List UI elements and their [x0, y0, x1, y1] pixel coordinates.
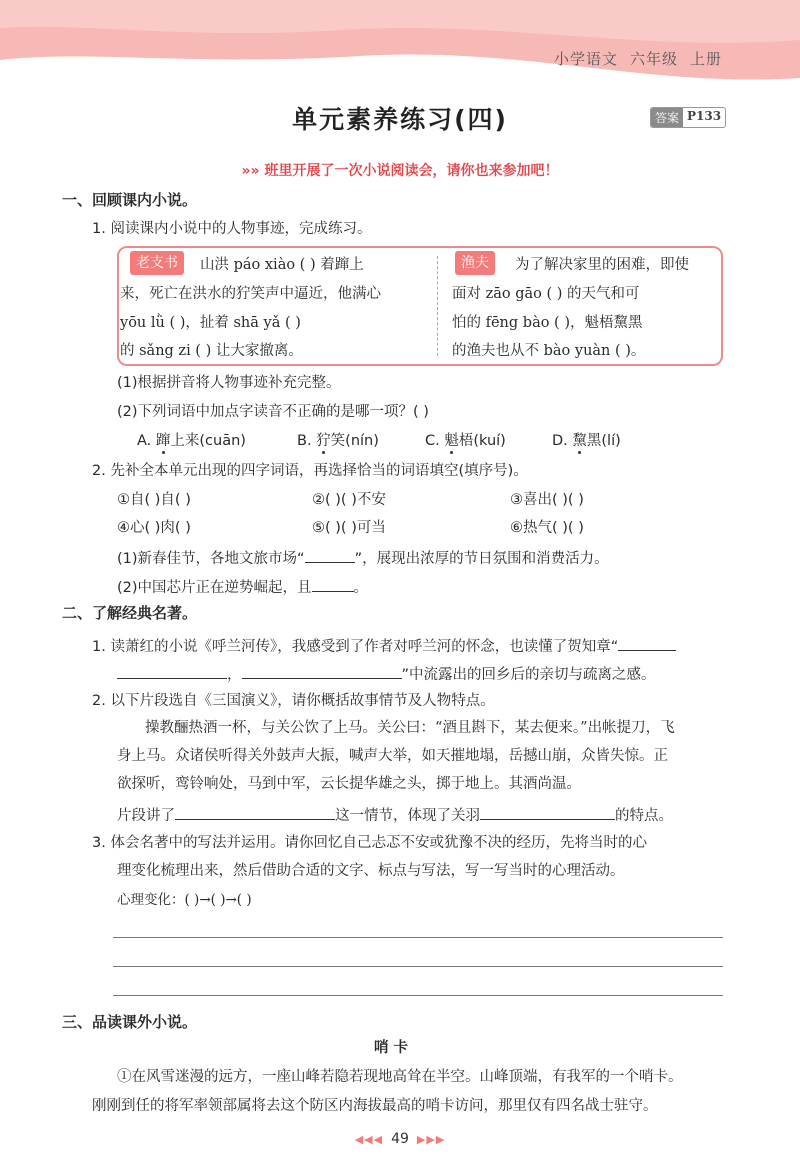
option-d-post: 黑(lí): [586, 433, 621, 449]
fill-1-blank[interactable]: [305, 546, 355, 563]
option-a-post: 上来(cuān): [170, 433, 246, 449]
s2-q2-fill-pre: 片段讲了: [117, 808, 175, 824]
s2-q3-line2: 理变化梳理出来，然后借助合适的文字、标点与写法，写一写当时的心理活动。: [117, 863, 625, 879]
option-a-pre: A.: [137, 433, 156, 449]
option-d[interactable]: [552, 431, 621, 451]
mood-flow: 心理变化：( )→( )→( ): [117, 892, 252, 908]
idiom-5: ⑤( )( )可当: [312, 520, 386, 536]
section3-title: 三、品读课外小说。: [62, 1013, 198, 1031]
idiom-4: ④心( )肉( ): [117, 520, 191, 536]
s2-q2-stem: 2. 以下片段选自《三国演义》，请你概括故事情节及人物特点。: [92, 693, 495, 709]
s2-q2-fill-mid: 这一情节，体现了关羽: [335, 808, 480, 824]
option-d-mark: 黧: [572, 433, 587, 449]
left-line-1: 山洪 páo xiào ( ) 着蹿上: [200, 257, 364, 273]
box-divider: [437, 256, 438, 356]
fill-2-post: 。: [353, 580, 369, 596]
s1-q2-stem: 2. 先补全本单元出现的四字词语，再选择恰当的词语填空(填序号)。: [92, 463, 528, 479]
page-number: 49: [391, 1131, 409, 1147]
s2-q1-blank-3[interactable]: [242, 662, 402, 679]
writing-line-1[interactable]: [113, 937, 723, 938]
option-a[interactable]: [137, 431, 246, 451]
s2-q1-sep: ，: [227, 667, 242, 683]
s2-q2-blank-1[interactable]: [175, 803, 335, 820]
answer-page: P133: [687, 109, 722, 123]
fill-2-blank[interactable]: [312, 575, 354, 592]
right-line-4: 的渔夫也从不 bào yuàn ( )。: [452, 343, 646, 359]
option-b-mark: 狞: [316, 433, 331, 449]
s1-q1-stem: 1. 阅读课内小说中的人物事迹，完成练习。: [92, 221, 372, 237]
fill-1-post: ”，展现出浓厚的节日氛围和消费活力。: [354, 551, 609, 567]
tag-old-secretary: 老支书: [130, 251, 184, 275]
passage-line-3: 欲探听，鸾铃响处，马到中军，云长提华雄之头，掷于地上。其酒尚温。: [117, 776, 581, 792]
s2-q2-fill-post: 的特点。: [615, 808, 673, 824]
page-footer: [0, 1131, 800, 1147]
option-b-post: 笑(nín): [330, 433, 379, 449]
s1-q1-sub1: (1)根据拼音将人物事迹补充完整。: [117, 375, 341, 391]
header-subject: 小学语文: [553, 50, 618, 68]
s2-q2-fill: [117, 803, 673, 826]
s2-q1-line1: [92, 634, 676, 657]
story-line-1: ①在风雪迷漫的远方，一座山峰若隐若现地高耸在半空。山峰顶端，有我军的一个哨卡。: [117, 1069, 683, 1085]
writing-line-3[interactable]: [113, 995, 723, 996]
option-b-pre: B.: [297, 433, 317, 449]
header-band: [0, 0, 800, 90]
idiom-6: ⑥热气( )( ): [510, 520, 584, 536]
option-a-mark: 蹿: [155, 433, 171, 449]
s2-q3-line1: 3. 体会名著中的写法并运用。请你回忆自己忐忑不安或犹豫不决的经历，先将当时的心: [92, 835, 647, 851]
next-arrows-icon: ▶▶▶: [416, 1133, 446, 1146]
answer-badge[interactable]: [650, 107, 726, 128]
left-line-2: 来，死亡在洪水的狞笑声中逼近，他满心: [120, 286, 381, 302]
tag-fisherman: 渔夫: [455, 251, 495, 275]
option-c-mark: 魁: [444, 433, 459, 449]
s2-q1-text: 1. 读萧红的小说《呼兰河传》，我感受到了作者对呼兰河的怀念，也读懂了贺知章“: [92, 639, 619, 655]
option-c[interactable]: [425, 431, 506, 451]
header-volume: 上册: [689, 50, 722, 68]
s2-q1-line2: [117, 662, 656, 685]
s2-q1-blank-1[interactable]: [618, 634, 676, 651]
passage-line-2: 身上马。众诸侯听得关外鼓声大振，喊声大举，如天摧地塌，岳撼山崩，众皆失惊。正: [117, 748, 668, 764]
header-grade: 六年级: [629, 50, 678, 68]
writing-line-2[interactable]: [113, 966, 723, 967]
idiom-1: ①自( )自( ): [117, 492, 191, 508]
s1-q1-sub2: (2)下列词语中加点字读音不正确的是哪一项？( ): [117, 404, 429, 420]
idiom-2: ②( )( )不安: [312, 492, 386, 508]
fill-sentence-2: [117, 575, 368, 598]
section2-title: 二、了解经典名著。: [62, 604, 198, 622]
option-d-pre: D.: [552, 433, 573, 449]
s2-q2-blank-2[interactable]: [480, 803, 615, 820]
right-line-1: 为了解决家里的困难，即使: [515, 257, 689, 273]
fill-sentence-1: [117, 546, 609, 569]
passage-line-1: 操教酾热酒一杯，与关公饮了上马。关公曰：“酒且斟下，某去便来。”出帐提刀，飞: [145, 720, 675, 736]
s2-q1-post: ”中流露出的回乡后的亲切与疏离之感。: [401, 667, 656, 683]
option-c-post: 梧(kuí): [458, 433, 506, 449]
left-line-4: 的 sǎng zi ( ) 让大家撤离。: [120, 343, 303, 359]
right-line-2: 面对 zāo gāo ( ) 的天气和可: [452, 286, 640, 302]
left-line-3: yōu lǜ ( )，扯着 shā yǎ ( ): [120, 315, 301, 331]
s2-q1-blank-2[interactable]: [117, 662, 227, 679]
page-title: 单元素养练习(四): [292, 105, 508, 134]
option-c-pre: C.: [425, 433, 445, 449]
answer-label: 答案: [651, 108, 683, 127]
option-b[interactable]: [297, 431, 379, 451]
section1-title: 一、回顾课内小说。: [62, 191, 198, 209]
idiom-3: ③喜出( )( ): [510, 492, 584, 508]
activity-banner: »» 班里开展了一次小说阅读会，请你也来参加吧！: [241, 163, 559, 179]
fill-1-pre: (1)新春佳节，各地文旅市场“: [117, 551, 305, 567]
header-text: [542, 48, 722, 69]
story-title: 哨 卡: [374, 1040, 409, 1056]
story-line-2: 刚刚到任的将军率领部属将去这个防区内海拔最高的哨卡访问，那里仅有四名战士驻守。: [92, 1098, 658, 1114]
fill-2-pre: (2)中国芯片正在逆势崛起，且: [117, 580, 312, 596]
prev-arrows-icon: ◀◀◀: [354, 1133, 384, 1146]
right-line-3: 怕的 fēng bào ( )，魁梧黧黑: [452, 315, 643, 331]
